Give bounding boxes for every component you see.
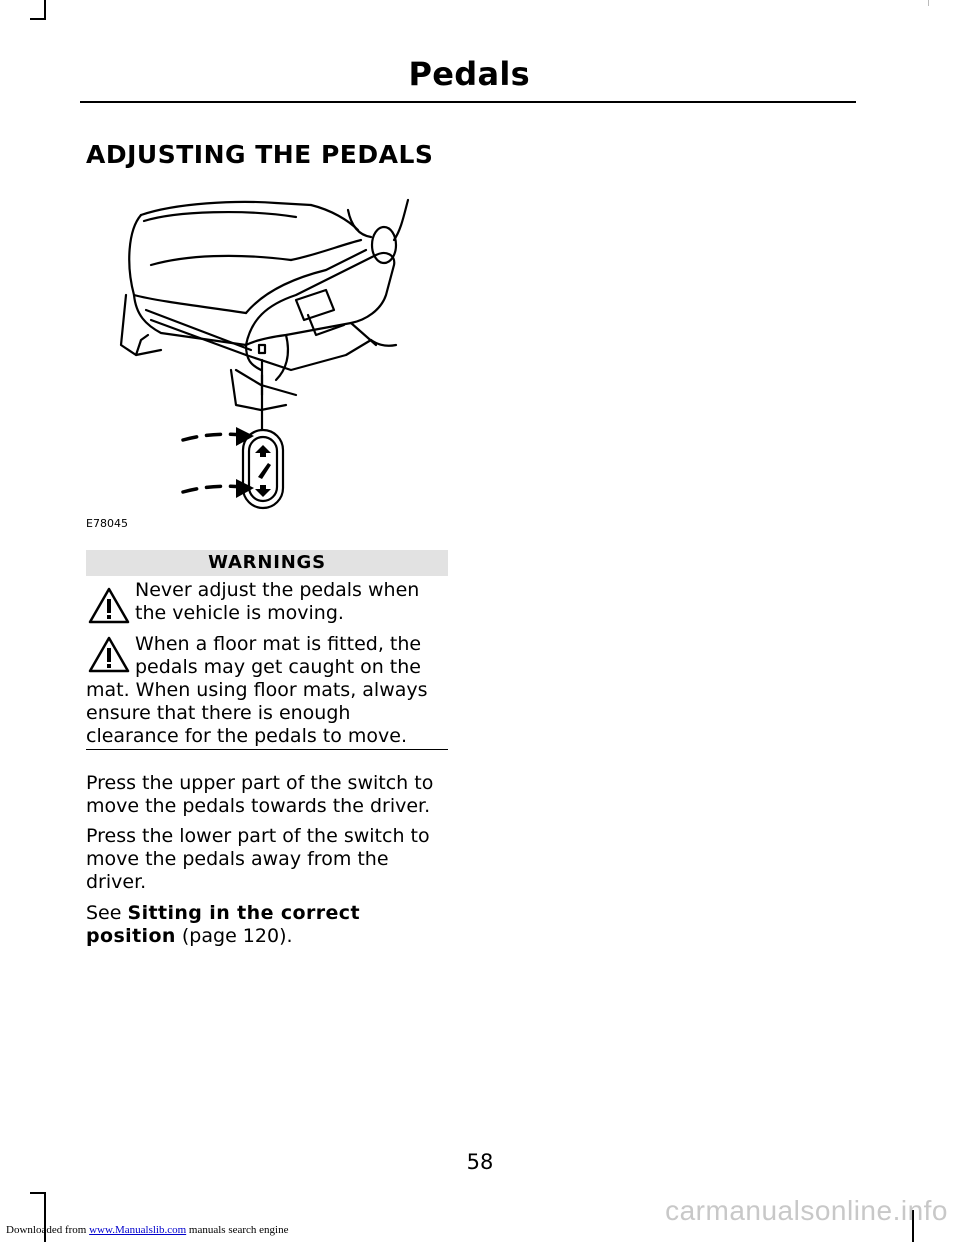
warnings-title: WARNINGS [86,550,448,576]
see-link-part-1[interactable]: Sitting in the correct [127,902,360,924]
para-1-line-1: Press the upper part of the switch to [86,772,434,794]
warning-2-line-3: mat. When using floor mats, always [86,679,428,701]
page-heading: ADJUSTING THE PEDALS [86,140,434,169]
para-2-line-2: move the pedals away from the [86,848,389,870]
warning-2-line-5: clearance for the pedals to move. [86,725,408,747]
see-reference-line-2 [86,925,456,948]
warning-2-line-2: pedals may get caught on the [135,656,421,678]
warning-1-line-2: the vehicle is moving. [135,602,344,624]
crop-mark-top-left-v [44,0,46,20]
page-number: 58 [466,1150,494,1174]
footer-prefix: Downloaded from [6,1224,90,1236]
warning-1-line-1: Never adjust the pedals when [135,579,420,601]
figure-code: E78045 [86,517,128,530]
seat-pedal-switch-illustration [86,195,448,530]
warning-icon [88,587,130,625]
para-2-line-3: driver. [86,871,147,893]
crop-mark-top-left-h [30,18,46,20]
section-title: Pedals [408,55,530,93]
crop-mark-bottom-left-h [30,1192,46,1194]
warnings-rule [86,749,448,750]
footer-suffix: manuals search engine [186,1224,289,1236]
warning-icon [88,636,130,674]
see-suffix: (page 120). [175,925,293,947]
footer-link[interactable]: www.Manualslib.com [89,1224,187,1236]
para-2-line-1: Press the lower part of the switch to [86,825,430,847]
crop-mark-top-right [928,0,929,6]
watermark: carmanualsonline.info [665,1195,948,1226]
header-rule [80,101,856,103]
see-link-part-2[interactable]: position [86,925,176,947]
see-reference-line-1 [86,902,456,925]
see-prefix: See [86,902,128,924]
warning-2-line-4: ensure that there is enough [86,702,351,724]
para-1-line-2: move the pedals towards the driver. [86,795,431,817]
warning-2-line-1: When a floor mat is fitted, the [135,633,422,655]
download-footer [6,1224,288,1236]
